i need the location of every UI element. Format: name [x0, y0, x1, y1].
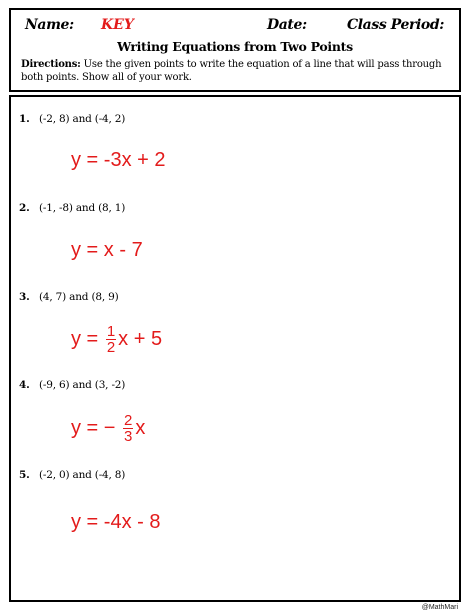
worksheet-header: [9, 8, 461, 92]
fraction-numerator: 2: [124, 412, 133, 429]
answer-5: y = -4x - 8: [71, 511, 161, 533]
fraction-denominator: 2: [106, 339, 116, 356]
name-value: KEY: [101, 17, 134, 33]
answer-4: [71, 413, 145, 444]
problem-number: 5.: [19, 469, 30, 481]
fraction-numerator: 1: [106, 323, 116, 340]
problem-4: [19, 379, 125, 391]
problem-1: [19, 113, 125, 125]
answer-prefix: y = −: [71, 416, 116, 439]
problem-points: (-9, 6) and (3, -2): [39, 379, 126, 391]
problems-panel: [9, 95, 461, 602]
answer-prefix: y =: [71, 327, 99, 350]
problem-number: 1.: [19, 113, 30, 125]
name-label: Name:: [25, 17, 74, 33]
directions: [21, 58, 451, 84]
fraction: [106, 324, 116, 355]
fraction: [123, 413, 133, 444]
directions-text: Use the given points to write the equation of a line that will pass through both points. Show all of your work.: [21, 59, 442, 83]
problem-points: (-2, 0) and (-4, 8): [39, 469, 126, 481]
problem-5: [19, 469, 125, 481]
problem-points: (4, 7) and (8, 9): [39, 291, 119, 303]
problem-2: [19, 202, 125, 214]
answer-3: [71, 324, 162, 355]
problem-number: 2.: [19, 202, 30, 214]
problem-3: [19, 291, 118, 303]
problem-number: 4.: [19, 379, 30, 391]
answer-suffix: x + 5: [118, 327, 163, 350]
answer-2: y = x - 7: [71, 239, 143, 261]
directions-label: Directions:: [21, 59, 81, 70]
date-label: Date:: [267, 17, 307, 33]
fraction-denominator: 3: [124, 428, 133, 445]
problem-points: (-2, 8) and (-4, 2): [39, 113, 126, 125]
worksheet-title: Writing Equations from Two Points: [117, 39, 353, 54]
problem-points: (-1, -8) and (8, 1): [39, 202, 126, 214]
problem-number: 3.: [19, 291, 30, 303]
answer-1: y = -3x + 2: [71, 149, 166, 171]
answer-suffix: x: [135, 416, 146, 439]
class-period-label: Class Period:: [347, 17, 445, 33]
author-credit: @MathMari: [421, 604, 458, 611]
